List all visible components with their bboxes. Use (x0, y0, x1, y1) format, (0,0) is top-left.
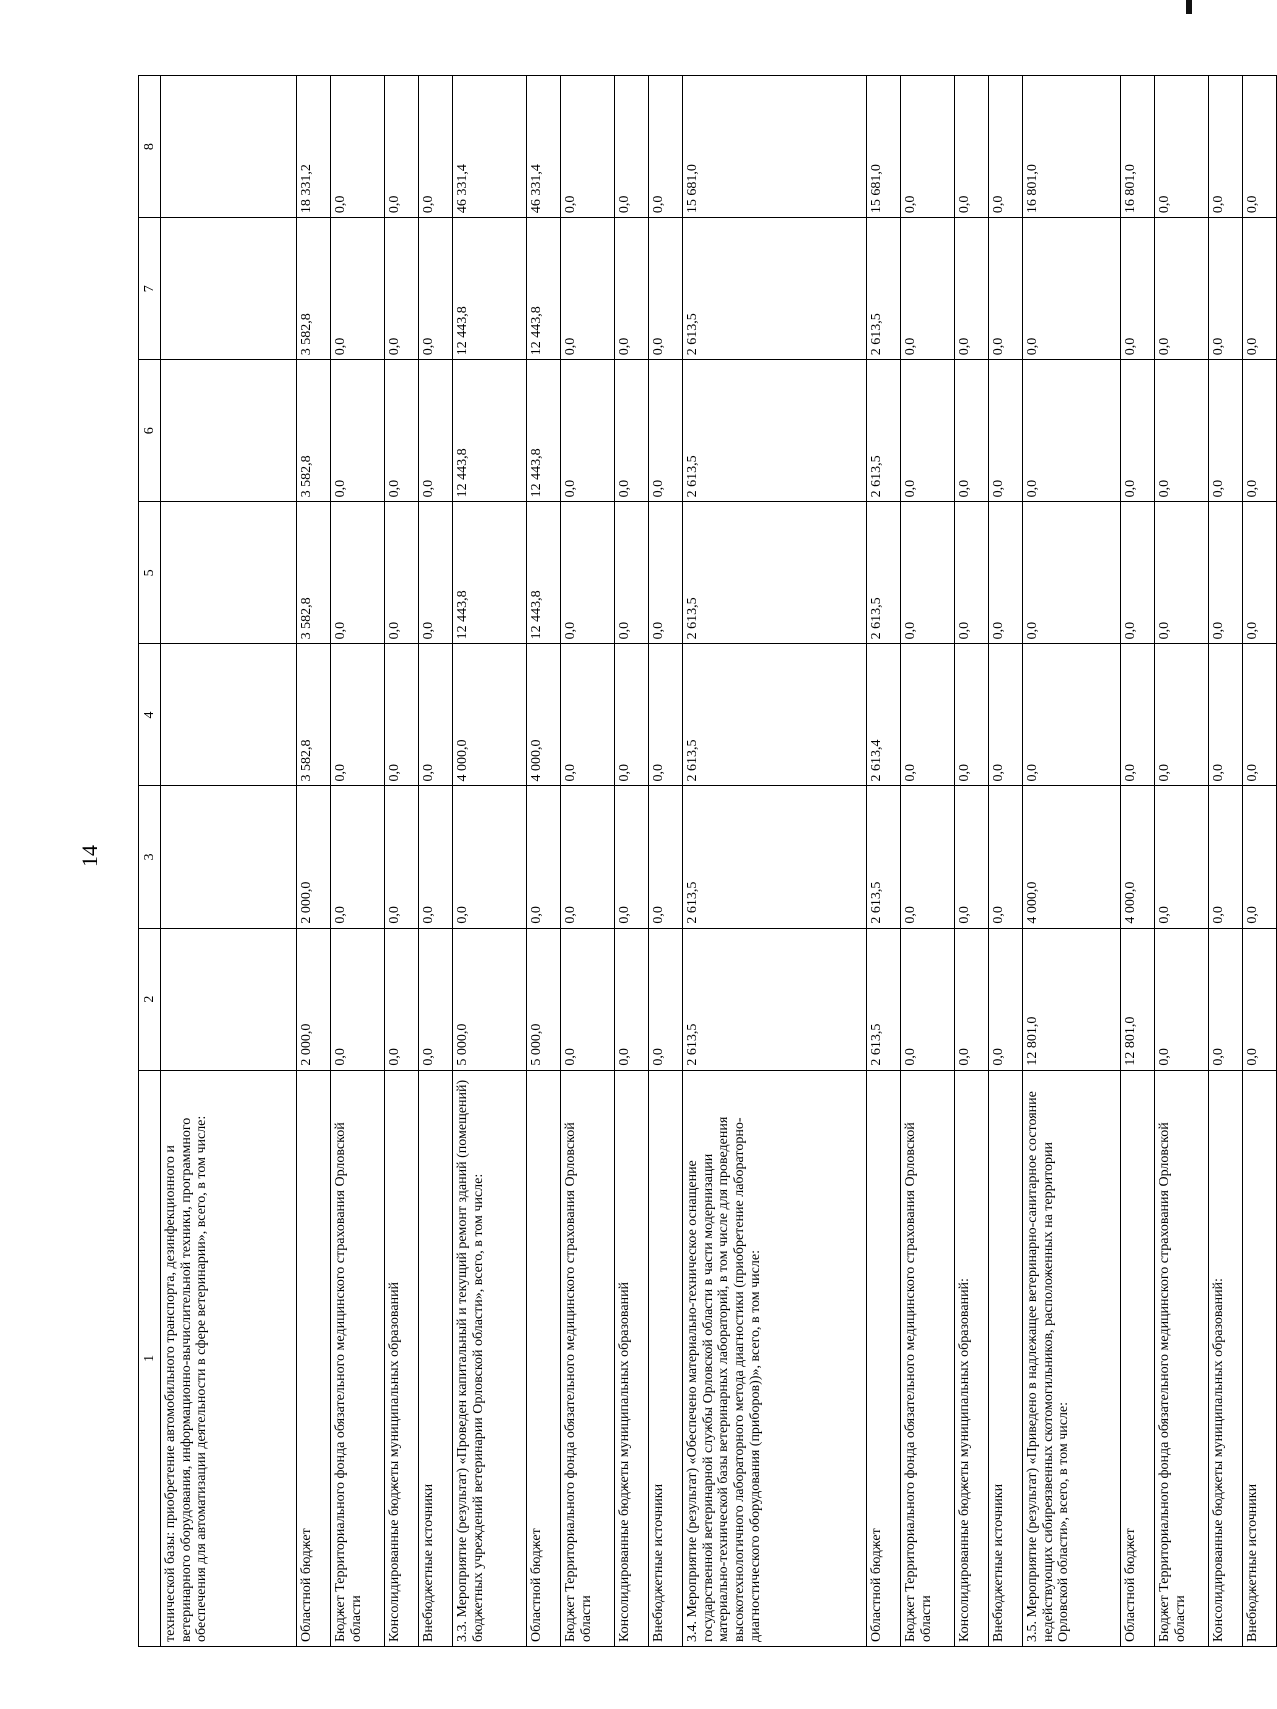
value-cell: 0,0 (1209, 644, 1243, 786)
value-cell: 0,0 (615, 502, 649, 644)
budget-table (138, 75, 1277, 1647)
row-label-cell: технической базы: приобретение автомобильного транспорта, дезинфекционного и ветеринарного оборудования, информационно-вычислительной техники, программного обеспечения для автоматизации деятельности в сфере ветеринарии», всего, в том числе: (161, 1070, 297, 1646)
value-cell: 2 613,4 (867, 644, 901, 786)
value-cell: 0,0 (901, 502, 955, 644)
value-cell: 0,0 (1155, 360, 1209, 502)
table-row (1121, 76, 1155, 1647)
value-cell: 0,0 (1155, 644, 1209, 786)
value-cell: 0,0 (955, 360, 989, 502)
value-cell (161, 786, 297, 928)
value-cell: 0,0 (989, 218, 1023, 360)
value-cell: 0,0 (1209, 360, 1243, 502)
value-cell: 0,0 (561, 928, 615, 1070)
value-cell: 0,0 (1243, 644, 1277, 786)
value-cell: 0,0 (955, 502, 989, 644)
value-cell: 0,0 (331, 644, 385, 786)
value-cell: 0,0 (1121, 644, 1155, 786)
value-cell: 12 801,0 (1121, 928, 1155, 1070)
value-cell: 2 613,5 (867, 218, 901, 360)
row-label-cell: Областной бюджет (297, 1070, 331, 1646)
value-cell: 0,0 (1023, 644, 1121, 786)
row-label-cell: Консолидированные бюджеты муниципальных образований: (955, 1070, 989, 1646)
row-label-cell: Внебюджетные источники (989, 1070, 1023, 1646)
value-cell: 0,0 (901, 928, 955, 1070)
value-cell: 0,0 (1209, 502, 1243, 644)
value-cell: 0,0 (1243, 360, 1277, 502)
column-header: 2 (139, 928, 161, 1070)
value-cell: 2 613,5 (683, 218, 867, 360)
value-cell: 0,0 (385, 360, 419, 502)
row-label-cell: Консолидированные бюджеты муниципальных образований: (1209, 1070, 1243, 1646)
value-cell: 0,0 (649, 786, 683, 928)
value-cell: 0,0 (419, 76, 453, 218)
value-cell (161, 928, 297, 1070)
value-cell (161, 218, 297, 360)
value-cell: 0,0 (615, 218, 649, 360)
value-cell: 0,0 (561, 644, 615, 786)
value-cell: 0,0 (1155, 76, 1209, 218)
value-cell: 0,0 (561, 218, 615, 360)
table-row (615, 76, 649, 1647)
value-cell: 5 000,0 (453, 928, 527, 1070)
value-cell: 0,0 (331, 502, 385, 644)
value-cell: 4 000,0 (1121, 786, 1155, 928)
value-cell: 15 681,0 (867, 76, 901, 218)
value-cell: 0,0 (615, 786, 649, 928)
table-row (683, 76, 867, 1647)
value-cell: 0,0 (561, 502, 615, 644)
table-header-row (139, 76, 161, 1647)
value-cell: 0,0 (385, 644, 419, 786)
value-cell: 4 000,0 (453, 644, 527, 786)
row-label-cell: Бюджет Территориального фонда обязательного медицинского страхования Орловской области (901, 1070, 955, 1646)
table-row (561, 76, 615, 1647)
value-cell: 5 000,0 (527, 928, 561, 1070)
value-cell: 0,0 (989, 644, 1023, 786)
value-cell: 0,0 (1155, 928, 1209, 1070)
table-row (989, 76, 1023, 1647)
value-cell: 16 801,0 (1121, 76, 1155, 218)
value-cell: 0,0 (955, 218, 989, 360)
value-cell: 46 331,4 (453, 76, 527, 218)
row-label-cell: 3.3. Мероприятие (результат) «Проведен капитальный и текущий ремонт зданий (помещений) бюджетных учреждений ветеринарии Орловской области», всего, в том числе: (453, 1070, 527, 1646)
value-cell: 0,0 (1023, 502, 1121, 644)
value-cell: 0,0 (989, 928, 1023, 1070)
value-cell (161, 360, 297, 502)
table-row (1155, 76, 1209, 1647)
value-cell (161, 76, 297, 218)
value-cell: 0,0 (1155, 218, 1209, 360)
value-cell: 0,0 (1121, 360, 1155, 502)
value-cell: 0,0 (1209, 786, 1243, 928)
value-cell: 2 000,0 (297, 928, 331, 1070)
value-cell: 12 443,8 (453, 502, 527, 644)
value-cell: 0,0 (561, 360, 615, 502)
value-cell: 0,0 (1243, 502, 1277, 644)
table-row (527, 76, 561, 1647)
value-cell: 0,0 (649, 928, 683, 1070)
column-header: 6 (139, 360, 161, 502)
value-cell: 0,0 (901, 76, 955, 218)
value-cell: 12 443,8 (527, 360, 561, 502)
value-cell: 0,0 (901, 644, 955, 786)
value-cell: 0,0 (1209, 928, 1243, 1070)
table-row (1243, 76, 1277, 1647)
value-cell: 0,0 (1023, 218, 1121, 360)
value-cell: 0,0 (419, 786, 453, 928)
value-cell: 0,0 (385, 76, 419, 218)
value-cell: 0,0 (1243, 928, 1277, 1070)
value-cell: 0,0 (989, 786, 1023, 928)
value-cell (161, 644, 297, 786)
value-cell: 0,0 (1121, 218, 1155, 360)
value-cell: 0,0 (989, 360, 1023, 502)
value-cell: 2 613,5 (683, 786, 867, 928)
table-row (1023, 76, 1121, 1647)
value-cell: 15 681,0 (683, 76, 867, 218)
value-cell: 2 613,5 (867, 786, 901, 928)
table-row (385, 76, 419, 1647)
value-cell: 2 000,0 (297, 786, 331, 928)
value-cell: 0,0 (331, 928, 385, 1070)
row-label-cell: Внебюджетные источники (1243, 1070, 1277, 1646)
scan-corner-mark (1186, 0, 1192, 14)
value-cell: 0,0 (901, 360, 955, 502)
value-cell: 0,0 (331, 218, 385, 360)
value-cell: 4 000,0 (1023, 786, 1121, 928)
value-cell: 0,0 (331, 360, 385, 502)
table-row (331, 76, 385, 1647)
value-cell: 12 443,8 (527, 218, 561, 360)
table-row (901, 76, 955, 1647)
table-row (955, 76, 989, 1647)
value-cell: 3 582,8 (297, 502, 331, 644)
column-header: 7 (139, 218, 161, 360)
value-cell: 0,0 (615, 928, 649, 1070)
row-label-cell: 3.5. Мероприятие (результат) «Приведено в надлежащее ветеринарно-санитарное состояние недействующих сибиреязвенных скотомогильников, расположенных на территории Орловской области», всего, в том числе: (1023, 1070, 1121, 1646)
table-row (867, 76, 901, 1647)
value-cell: 0,0 (615, 644, 649, 786)
value-cell: 0,0 (385, 786, 419, 928)
table-row (161, 76, 297, 1647)
value-cell: 4 000,0 (527, 644, 561, 786)
value-cell: 0,0 (1243, 786, 1277, 928)
value-cell: 0,0 (1243, 218, 1277, 360)
value-cell: 0,0 (615, 76, 649, 218)
value-cell: 0,0 (419, 218, 453, 360)
value-cell: 0,0 (419, 928, 453, 1070)
rotated-table-frame (138, 75, 1260, 1647)
value-cell (161, 502, 297, 644)
value-cell: 0,0 (527, 786, 561, 928)
value-cell: 12 443,8 (453, 218, 527, 360)
row-label-cell: Бюджет Территориального фонда обязательного медицинского страхования Орловской области (1155, 1070, 1209, 1646)
row-label-cell: Бюджет Территориального фонда обязательного медицинского страхования Орловской области (561, 1070, 615, 1646)
value-cell: 0,0 (453, 786, 527, 928)
page-number: 14 (77, 845, 102, 867)
row-label-cell: Внебюджетные источники (649, 1070, 683, 1646)
value-cell: 12 443,8 (527, 502, 561, 644)
value-cell: 0,0 (1243, 76, 1277, 218)
table-row (419, 76, 453, 1647)
table-row (453, 76, 527, 1647)
value-cell: 0,0 (561, 786, 615, 928)
value-cell: 0,0 (649, 360, 683, 502)
value-cell: 0,0 (955, 644, 989, 786)
value-cell: 0,0 (1155, 786, 1209, 928)
row-label-cell: Областной бюджет (1121, 1070, 1155, 1646)
table-row (297, 76, 331, 1647)
value-cell: 2 613,5 (683, 360, 867, 502)
column-header: 5 (139, 502, 161, 644)
row-label-cell: Областной бюджет (867, 1070, 901, 1646)
value-cell: 0,0 (385, 502, 419, 644)
value-cell: 0,0 (615, 360, 649, 502)
value-cell: 0,0 (1209, 218, 1243, 360)
value-cell: 12 443,8 (453, 360, 527, 502)
value-cell: 0,0 (419, 644, 453, 786)
value-cell: 0,0 (331, 786, 385, 928)
value-cell: 16 801,0 (1023, 76, 1121, 218)
value-cell: 0,0 (419, 502, 453, 644)
value-cell: 0,0 (561, 76, 615, 218)
value-cell: 0,0 (1155, 502, 1209, 644)
row-label-cell: Бюджет Территориального фонда обязательного медицинского страхования Орловской области (331, 1070, 385, 1646)
value-cell: 0,0 (385, 218, 419, 360)
rotated-table-content (138, 75, 1260, 1647)
table-row (1209, 76, 1243, 1647)
value-cell: 2 613,5 (867, 928, 901, 1070)
column-header: 8 (139, 76, 161, 218)
value-cell: 18 331,2 (297, 76, 331, 218)
row-label-cell: 3.4. Мероприятие (результат) «Обеспечено материально-техническое оснащение государственной ветеринарной службы Орловской области в части модернизации материально-технической базы ветеринарных лабораторий, в том числе для проведения высокотехнологичного лабораторного метода диагностики (приобретение лабораторно-диагностического оборудования (приборов))», всего, в том числе: (683, 1070, 867, 1646)
budget-table-body (139, 76, 1277, 1647)
value-cell: 2 613,5 (867, 502, 901, 644)
row-label-cell: Областной бюджет (527, 1070, 561, 1646)
value-cell: 0,0 (649, 76, 683, 218)
value-cell: 0,0 (955, 928, 989, 1070)
value-cell: 0,0 (989, 502, 1023, 644)
row-label-cell: Консолидированные бюджеты муниципальных образований (615, 1070, 649, 1646)
value-cell: 2 613,5 (683, 928, 867, 1070)
column-header: 4 (139, 644, 161, 786)
value-cell: 0,0 (649, 502, 683, 644)
value-cell: 0,0 (419, 360, 453, 502)
column-header: 3 (139, 786, 161, 928)
value-cell: 3 582,8 (297, 644, 331, 786)
value-cell: 2 613,5 (867, 360, 901, 502)
row-label-cell: Консолидированные бюджеты муниципальных образований (385, 1070, 419, 1646)
value-cell: 0,0 (1121, 502, 1155, 644)
value-cell: 3 582,8 (297, 360, 331, 502)
value-cell: 0,0 (649, 644, 683, 786)
value-cell: 0,0 (901, 786, 955, 928)
value-cell: 0,0 (901, 218, 955, 360)
value-cell: 0,0 (989, 76, 1023, 218)
value-cell: 0,0 (649, 218, 683, 360)
value-cell: 46 331,4 (527, 76, 561, 218)
column-header: 1 (139, 1070, 161, 1646)
value-cell: 12 801,0 (1023, 928, 1121, 1070)
table-row (649, 76, 683, 1647)
value-cell: 0,0 (385, 928, 419, 1070)
value-cell: 2 613,5 (683, 644, 867, 786)
value-cell: 0,0 (955, 76, 989, 218)
value-cell: 0,0 (331, 76, 385, 218)
value-cell: 2 613,5 (683, 502, 867, 644)
value-cell: 0,0 (1023, 360, 1121, 502)
value-cell: 0,0 (1209, 76, 1243, 218)
value-cell: 3 582,8 (297, 218, 331, 360)
value-cell: 0,0 (955, 786, 989, 928)
row-label-cell: Внебюджетные источники (419, 1070, 453, 1646)
